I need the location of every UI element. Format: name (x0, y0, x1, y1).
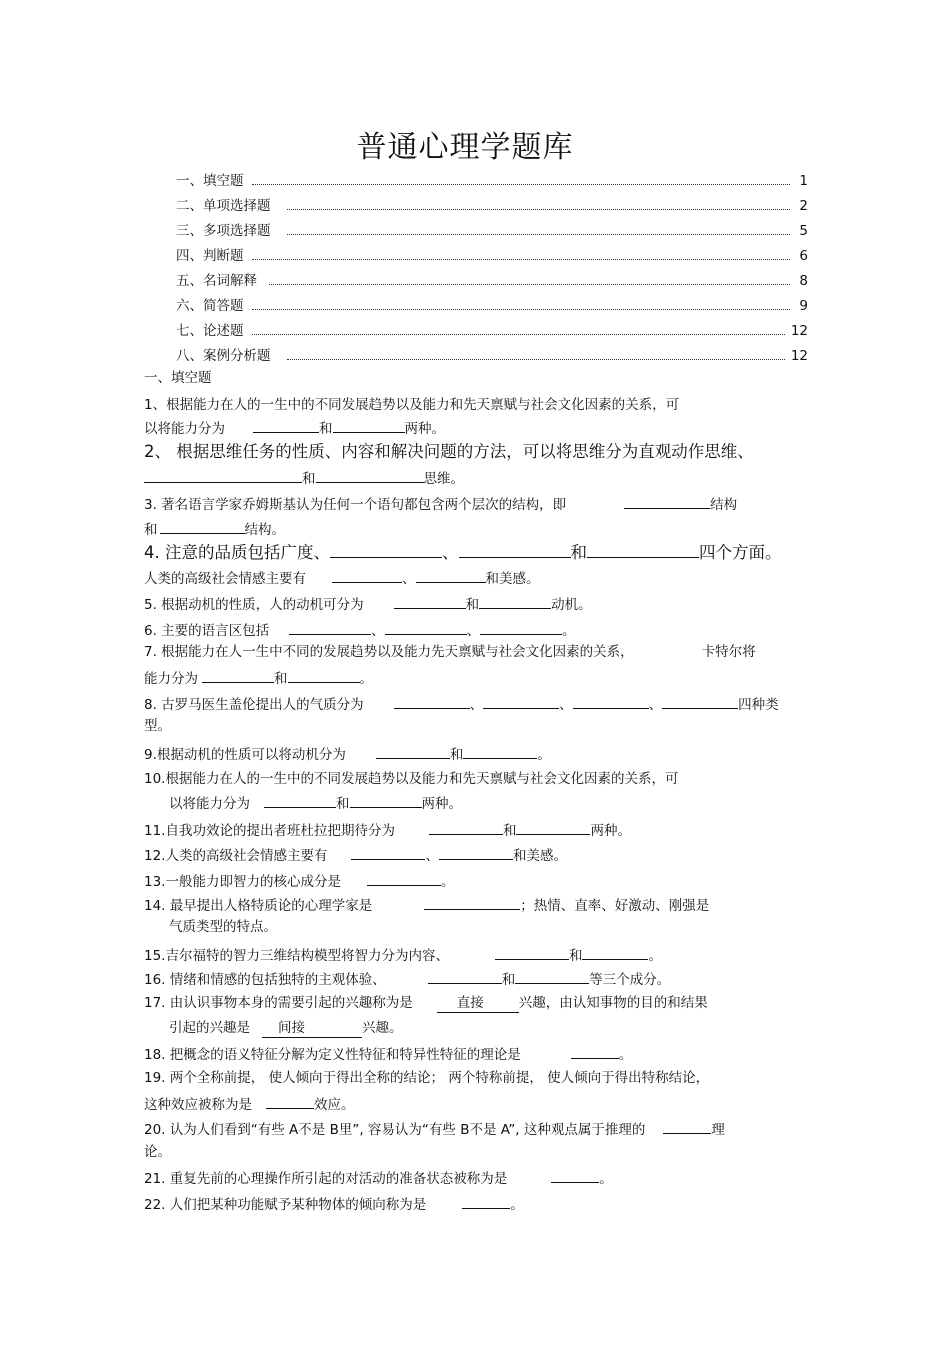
question-3-cont: 和 结构。 (144, 519, 285, 539)
question-17: 17. 由认识事物本身的需要引起的兴趣称为是 直接 兴趣，由认知事物的目的和结果 (144, 995, 708, 1011)
question-19-cont: 这种效应被称为是 效应。 (144, 1094, 355, 1114)
question-20-cont: 论。 (144, 1144, 171, 1160)
toc-item[interactable]: 二、单项选择题 2 (176, 198, 808, 214)
question-1-cont: 以将能力分为 和 两种。 (144, 418, 445, 438)
question-21: 21. 重复先前的心理操作所引起的对活动的准备状态被称为是 。 (144, 1168, 613, 1188)
toc-item[interactable]: 六、简答题 9 (176, 298, 808, 314)
question-10-cont: 以将能力分为 和 两种。 (169, 793, 462, 813)
question-7-cont: 能力分为 和 。 (144, 668, 373, 688)
toc-item[interactable]: 八、案例分析题 12 (176, 348, 808, 364)
question-8: 8. 古罗马医生盖伦提出人的气质分为 、 、 、 四种类 (144, 694, 779, 714)
question-1: 1、根据能力在人的一生中的不同发展趋势以及能力和先天禀赋与社会文化因素的关系，可 (144, 397, 680, 413)
question-20: 20. 认为人们看到“有些 A不是 B里”, 容易认为“有些 B不是 A”, 这种观点属于推理的 理 (144, 1119, 725, 1139)
question-12: 12.人类的高级社会情感主要有 、 和美感。 (144, 845, 567, 865)
question-14-cont: 气质类型的特点。 (169, 919, 277, 935)
question-15: 15.吉尔福特的智力三维结构模型将智力分为内容、 和 。 (144, 945, 662, 965)
toc-item[interactable]: 七、论述题 12 (176, 323, 808, 339)
question-2-cont: 和 思维。 (144, 468, 464, 488)
toc-item[interactable]: 四、判断题 6 (176, 248, 808, 264)
question-5: 5. 根据动机的性质，人的动机可分为 和 动机。 (144, 594, 592, 614)
question-2: 2、 根据思维任务的性质、内容和解决问题的方法，可以将思维分为直观动作思维、 (144, 442, 754, 461)
question-4-cont: 人类的高级社会情感主要有 、 和美感。 (144, 568, 540, 588)
toc-item[interactable]: 五、名词解释 8 (176, 273, 808, 289)
question-13: 13.一般能力即智力的核心成分是 。 (144, 871, 454, 891)
question-16: 16. 情绪和情感的包括独特的主观体验、 和 等三个成分。 (144, 969, 670, 989)
toc-item[interactable]: 一、填空题 1 (176, 173, 808, 189)
question-7: 7. 根据能力在人一生中不同的发展趋势以及能力先天禀赋与社会文化因素的关系， 卡特尔将 (144, 644, 756, 660)
question-14: 14. 最早提出人格特质论的心理学家是 ；热情、直率、好激动、刚强是 (144, 895, 709, 915)
question-17-cont: 引起的兴趣是 间接 兴趣。 (169, 1020, 403, 1036)
question-22: 22. 人们把某种功能赋予某种物体的倾向称为是 。 (144, 1194, 524, 1214)
toc-item[interactable]: 三、多项选择题 5 (176, 223, 808, 239)
question-4: 4. 注意的品质包括广度、 、 和 四个方面。 (144, 543, 782, 562)
document-title: 普通心理学题库 (356, 130, 574, 165)
question-3: 3. 著名语言学家乔姆斯基认为任何一个语句都包含两个层次的结构，即 结构 (144, 494, 737, 514)
question-8-cont: 型。 (144, 718, 171, 734)
question-18: 18. 把概念的语义特征分解为定义性特征和特异性特征的理论是 。 (144, 1044, 632, 1064)
question-10: 10.根据能力在人的一生中的不同发展趋势以及能力和先天禀赋与社会文化因素的关系，可 (144, 771, 679, 787)
question-9: 9.根据动机的性质可以将动机分为 和 。 (144, 744, 551, 764)
question-11: 11.自我功效论的提出者班杜拉把期待分为 和 两种。 (144, 820, 631, 840)
section-heading: 一、填空题 (144, 370, 212, 386)
question-6: 6. 主要的语言区包括 、 、 。 (144, 620, 576, 640)
question-19: 19. 两个全称前提， 使人倾向于得出全称的结论； 两个特称前提， 使人倾向于得出特称结论， (144, 1070, 710, 1086)
